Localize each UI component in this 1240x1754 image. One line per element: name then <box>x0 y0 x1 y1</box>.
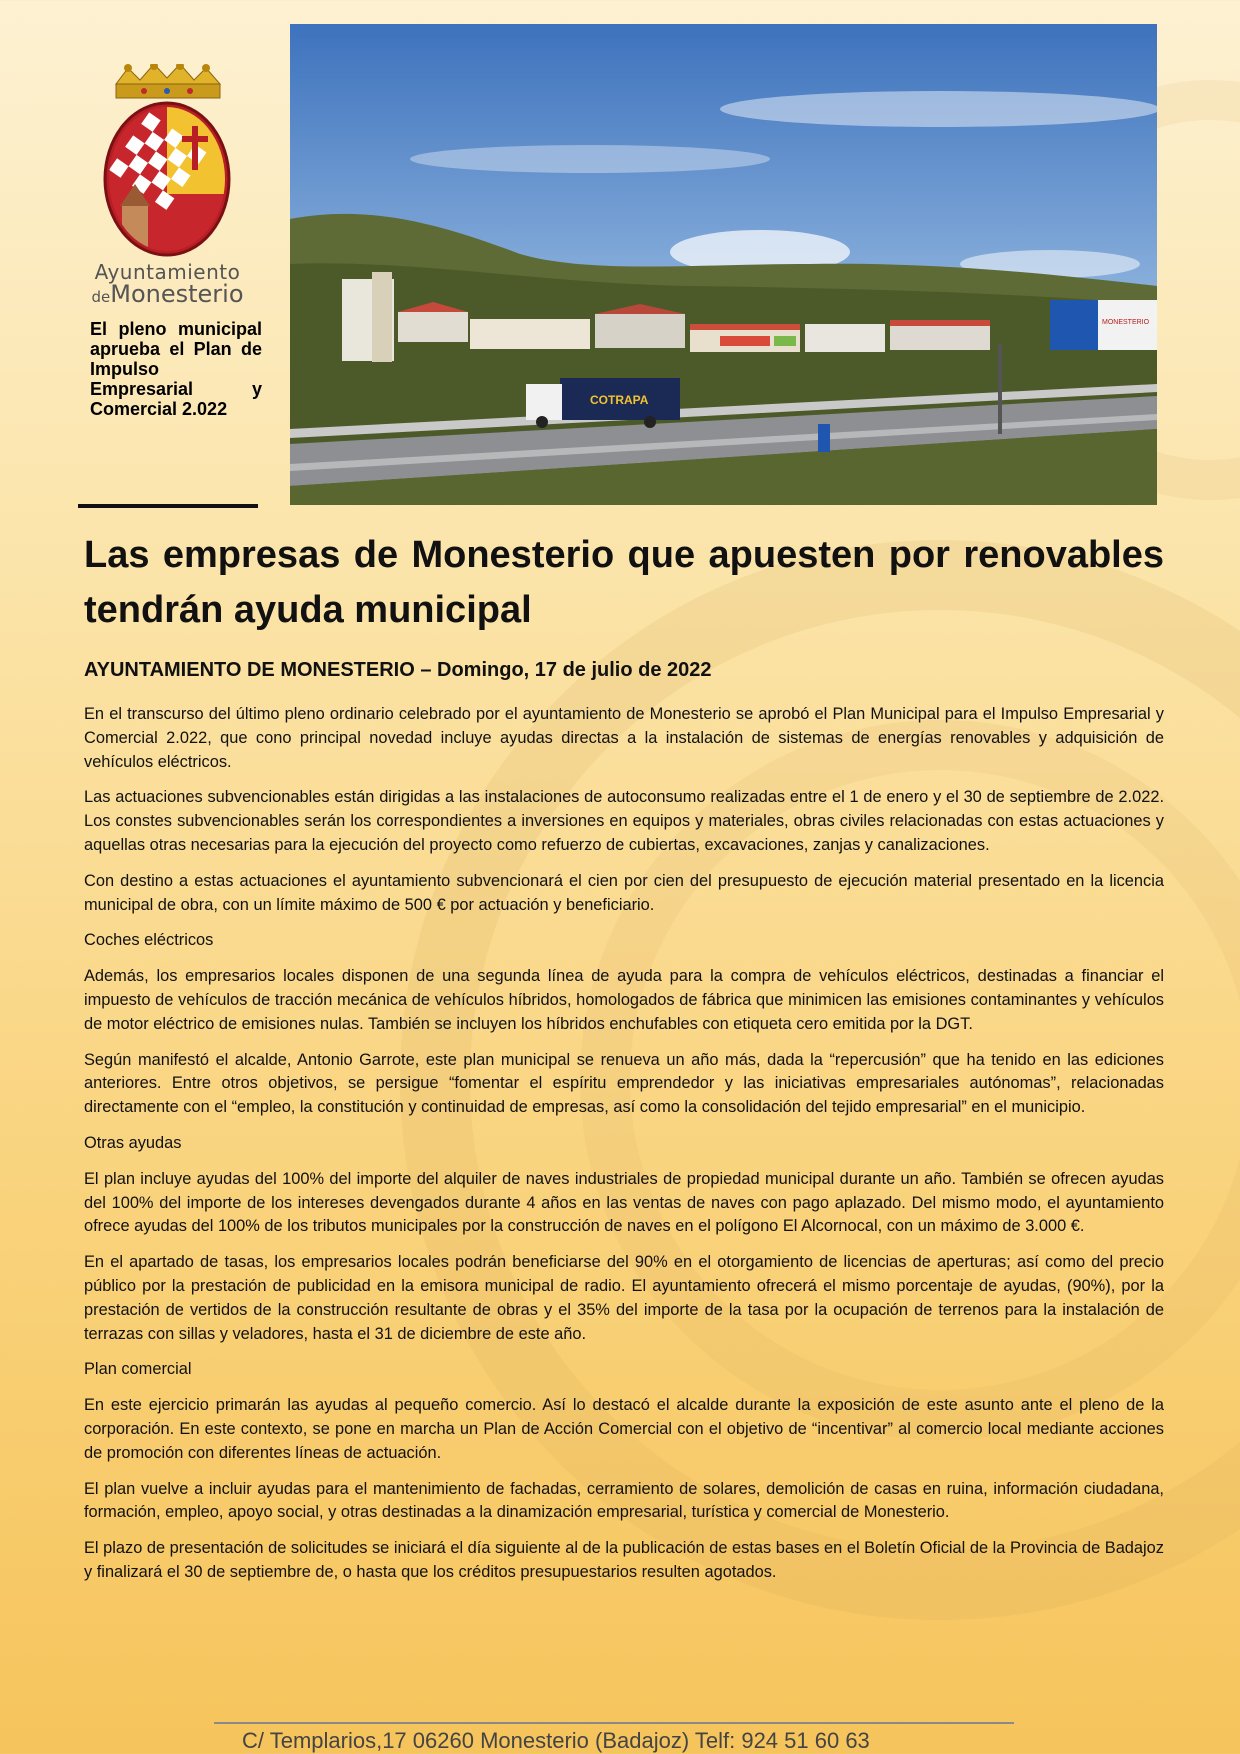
municipality-logo-text <box>80 262 255 306</box>
logo-line2-prefix: de <box>91 288 111 306</box>
intro-summary: El pleno municipal aprueba el Plan de Impulso Empresarial y Comercial 2.022 <box>90 319 262 419</box>
article-paragraph: Las actuaciones subvencionables están dirigidas a las instalaciones de autoconsumo realizadas entre el 1 de enero y el 30 de septiembre de 2.022. Los constes subvencionables serán los correspondientes a inversiones en equipos y materiales, obras civiles relacionadas con estas actuaciones y aquellas otras necesarias para la ejecución del proyecto como refuerzo de cubiertas, excavaciones, zanjas y canalizaciones. <box>84 788 1164 854</box>
footer-address: C/ Templarios,17 06260 Monesterio (Badajoz) Telf: 924 51 60 63 <box>242 1728 870 1753</box>
article-byline: AYUNTAMIENTO DE MONESTERIO – Domingo, 17 de julio de 2022 <box>84 659 712 681</box>
coat-of-arms-logo <box>100 64 235 264</box>
article-paragraph: En el apartado de tasas, los empresarios locales podrán beneficiarse del 90% en el otorgamiento de licencias de aperturas; así como del precio público por la prestación de publicidad en la emisora municipal de radio. El ayuntamiento ofrecerá el mismo porcentaje de ayudas, (90%), por la prestación de vertidos de la construcción resultante de obras y el 35% del importe de la tasa por la ocupación de terrenos para la instalación de terrazas con sillas y veladores, hasta el 31 de diciembre de este año. <box>84 1253 1164 1343</box>
footer-divider <box>214 1722 1014 1724</box>
sign-text: MONESTERIO <box>1102 319 1150 326</box>
section-heading: Otras ayudas <box>84 1133 182 1152</box>
article-paragraph: El plan vuelve a incluir ayudas para el mantenimiento de fachadas, cerramiento de solares, demolición de casas en ruina, información ciudadana, formación, empleo, apoyo social, y otras destinadas a la dinamización empresarial, turística y comercial de Monesterio. <box>84 1479 1164 1522</box>
article-headline: Las empresas de Monesterio que apuesten por renovables tendrán ayuda municipal <box>84 534 1164 631</box>
logo-line2 <box>80 282 255 306</box>
article-paragraph: El plan incluye ayudas del 100% del importe del alquiler de naves industriales de propiedad municipal durante un año. También se ofrecen ayudas del 100% del importe de los intereses devengados durante 4 años en las ventas de naves con pago aplazado. Del mismo modo, el ayuntamiento ofrece ayudas del 100% de los tributos municipales por la construcción de naves en el polígono El Alcornocal, con un máximo de 3.000 €. <box>84 1169 1164 1236</box>
intro-divider <box>78 504 258 508</box>
section-heading: Plan comercial <box>84 1360 192 1379</box>
industrial-park-photo <box>290 24 1157 505</box>
article-paragraph: En el transcurso del último pleno ordinario celebrado por el ayuntamiento de Monesterio se aprobó el Plan Municipal para el Impulso Empresarial y Comercial 2.022, que cono principal novedad incluye ayudas directas a la instalación de sistemas de energías renovables y adquisición de vehículos eléctricos. <box>84 705 1164 771</box>
logo-line2-name: Monesterio <box>110 280 244 308</box>
section-heading: Coches eléctricos <box>84 931 214 950</box>
article-paragraph: El plazo de presentación de solicitudes se iniciará el día siguiente al de la publicación de estas bases en el Boletín Oficial de la Provincia de Badajoz y finalizará el 30 de septiembre de, o hasta que los créditos presupuestarios resulten agotados. <box>84 1539 1164 1581</box>
article-paragraph: Además, los empresarios locales disponen de una segunda línea de ayuda para la compra de vehículos eléctricos, destinadas a financiar el impuesto de vehículos de tracción mecánica de vehículos híbridos, homologados de fábrica que minimicen las emisiones contaminantes y vehículos de motor eléctrico de emisiones nulas. También se incluyen los híbridos enchufables con etiqueta cero emitida por la DGT. <box>84 967 1164 1033</box>
truck-text: COTRAPA <box>590 393 649 407</box>
logo-line1: Ayuntamiento <box>94 260 241 284</box>
article-paragraph: En este ejercicio primarán las ayudas al pequeño comercio. Así lo destacó el alcalde durante la exposición de este asunto ante el pleno de la corporación. En este contexto, se pone en marcha un Plan de Acción Comercial con el objetivo de “incentivar” al comercio local mediante acciones de promoción con diferentes líneas de actuación. <box>84 1396 1164 1462</box>
article-body <box>84 703 1164 1597</box>
article-paragraph: Según manifestó el alcalde, Antonio Garrote, este plan municipal se renueva un año más, dada la “repercusión” que ha tenido en las ediciones anteriores. Entre otros objetivos, se persigue “fomentar el espíritu emprendedor y las iniciativas empresariales autónomas”, relacionadas directamente con el “empleo, la constitución y continuidad de empresas, así como la consolidación del tejido empresarial” en el municipio. <box>84 1050 1164 1117</box>
article-paragraph: Con destino a estas actuaciones el ayuntamiento subvencionará el cien por cien del presupuesto de ejecución material presentado en la licencia municipal de obra, con un límite máximo de 500 € por actuación y beneficiario. <box>84 871 1164 914</box>
